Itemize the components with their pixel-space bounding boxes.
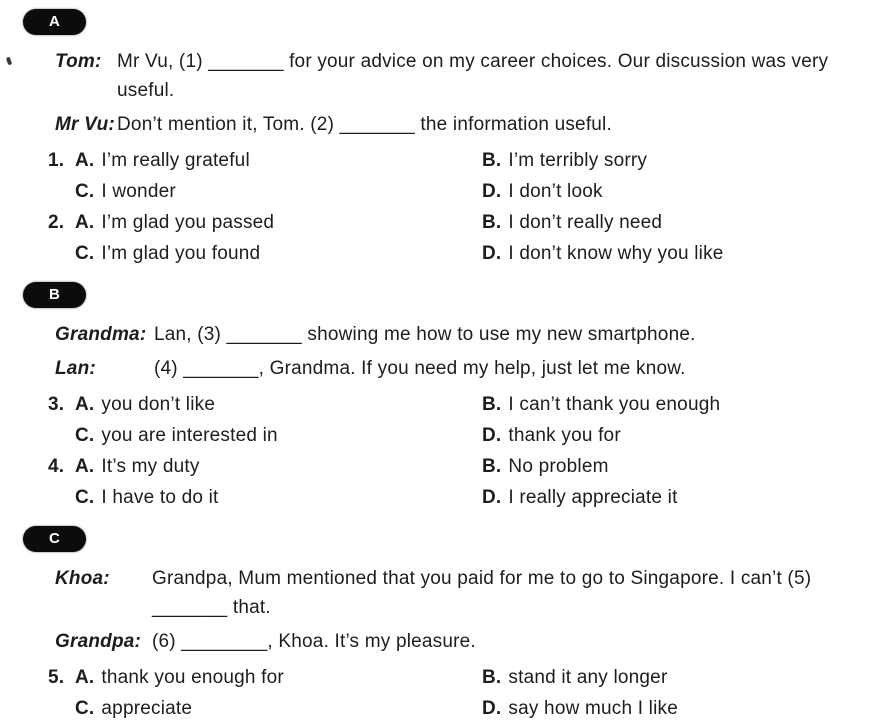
- speaker-name: Khoa:: [55, 568, 110, 589]
- option-text: appreciate: [101, 698, 193, 719]
- option: [75, 452, 482, 481]
- section-badge: B: [23, 282, 86, 308]
- option: [482, 663, 891, 692]
- option-text: you don’t like: [101, 394, 216, 415]
- option-letter: A.: [75, 212, 95, 233]
- option: [482, 694, 891, 723]
- question-number: 4.: [48, 456, 65, 477]
- question-row: [48, 390, 891, 419]
- option-letter: A.: [75, 394, 95, 415]
- question-list: [0, 146, 891, 268]
- question-row: [48, 452, 891, 481]
- option-letter: A.: [75, 667, 95, 688]
- option-letter: B.: [482, 394, 502, 415]
- option-text: say how much I like: [508, 698, 678, 719]
- option-text: I don’t really need: [508, 212, 663, 233]
- option-text: I can’t thank you enough: [508, 394, 721, 415]
- option-letter: C.: [75, 425, 95, 446]
- option-letter: D.: [482, 425, 502, 446]
- question-row: [48, 208, 891, 237]
- option-letter: C.: [75, 243, 95, 264]
- option-text: I’m really grateful: [101, 150, 250, 171]
- section-b: [0, 282, 891, 512]
- option: [482, 208, 891, 237]
- option-text: I wonder: [101, 181, 176, 202]
- option-text: I’m terribly sorry: [508, 150, 648, 171]
- option-letter: D.: [482, 698, 502, 719]
- option-text: you are interested in: [101, 425, 278, 446]
- dialogue-row: [55, 564, 879, 622]
- option-letter: D.: [482, 181, 502, 202]
- section-c: [0, 526, 891, 723]
- option: [75, 239, 482, 268]
- option: [482, 177, 891, 206]
- speaker-name: Grandma:: [55, 324, 147, 345]
- option: [482, 239, 891, 268]
- question-row: [48, 177, 891, 206]
- option-letter: B.: [482, 667, 502, 688]
- dialogue-text: Grandpa, Mum mentioned that you paid for me to go to Singapore. I can’t (5) _______ that.: [152, 568, 812, 618]
- dialogue-text: (4) _______, Grandma. If you need my help, just let me know.: [154, 358, 686, 379]
- question-number: 1.: [48, 150, 65, 171]
- option: [482, 421, 891, 450]
- option-text: stand it any longer: [508, 667, 668, 688]
- option: [75, 390, 482, 419]
- option-text: I have to do it: [101, 487, 219, 508]
- option-text: thank you for: [508, 425, 621, 446]
- speaker-name: Grandpa:: [55, 631, 142, 652]
- dialogue-row: [55, 110, 879, 139]
- question-row: [48, 421, 891, 450]
- question-row: [48, 239, 891, 268]
- question-row: [48, 146, 891, 175]
- option-letter: A.: [75, 150, 95, 171]
- question-number: 3.: [48, 394, 65, 415]
- option: [75, 146, 482, 175]
- option-letter: C.: [75, 698, 95, 719]
- question-list: [0, 390, 891, 512]
- option-text: I’m glad you passed: [101, 212, 275, 233]
- question-row: [48, 694, 891, 723]
- dialogue-row: [55, 320, 879, 349]
- dialogue-row: [55, 354, 879, 383]
- option-letter: D.: [482, 487, 502, 508]
- option-text: I really appreciate it: [508, 487, 678, 508]
- option: [75, 421, 482, 450]
- option: [482, 390, 891, 419]
- option-letter: D.: [482, 243, 502, 264]
- option-letter: A.: [75, 456, 95, 477]
- question-list: [0, 663, 891, 723]
- option: [75, 177, 482, 206]
- option: [482, 146, 891, 175]
- option-text: I’m glad you found: [101, 243, 261, 264]
- option: [75, 208, 482, 237]
- option-letter: B.: [482, 150, 502, 171]
- dialogue-row: [55, 47, 879, 105]
- option: [75, 483, 482, 512]
- dialogue-text: Mr Vu, (1) _______ for your advice on my career choices. Our discussion was very useful.: [117, 51, 829, 101]
- option-text: thank you enough for: [101, 667, 284, 688]
- option-text: No problem: [508, 456, 609, 477]
- option: [75, 663, 482, 692]
- option-letter: C.: [75, 487, 95, 508]
- option-letter: B.: [482, 456, 502, 477]
- option-text: I don’t know why you like: [508, 243, 724, 264]
- option: [482, 452, 891, 481]
- option-letter: B.: [482, 212, 502, 233]
- speaker-name: Tom:: [55, 51, 102, 72]
- dialogue-text: Don’t mention it, Tom. (2) _______ the information useful.: [117, 114, 612, 135]
- section-badge: A: [23, 9, 86, 35]
- question-number: 2.: [48, 212, 65, 233]
- option-text: It’s my duty: [101, 456, 200, 477]
- option-text: I don’t look: [508, 181, 603, 202]
- option: [75, 694, 482, 723]
- option-letter: C.: [75, 181, 95, 202]
- section-a: [0, 9, 891, 268]
- dialogue-row: [55, 627, 879, 656]
- option: [482, 483, 891, 512]
- section-badge: C: [23, 526, 86, 552]
- dialogue-text: Lan, (3) _______ showing me how to use my new smartphone.: [154, 324, 696, 345]
- question-row: [48, 483, 891, 512]
- speaker-name: Mr Vu:: [55, 114, 115, 135]
- question-row: [48, 663, 891, 692]
- dialogue-text: (6) ________, Khoa. It’s my pleasure.: [152, 631, 476, 652]
- question-number: 5.: [48, 667, 65, 688]
- speaker-name: Lan:: [55, 358, 96, 379]
